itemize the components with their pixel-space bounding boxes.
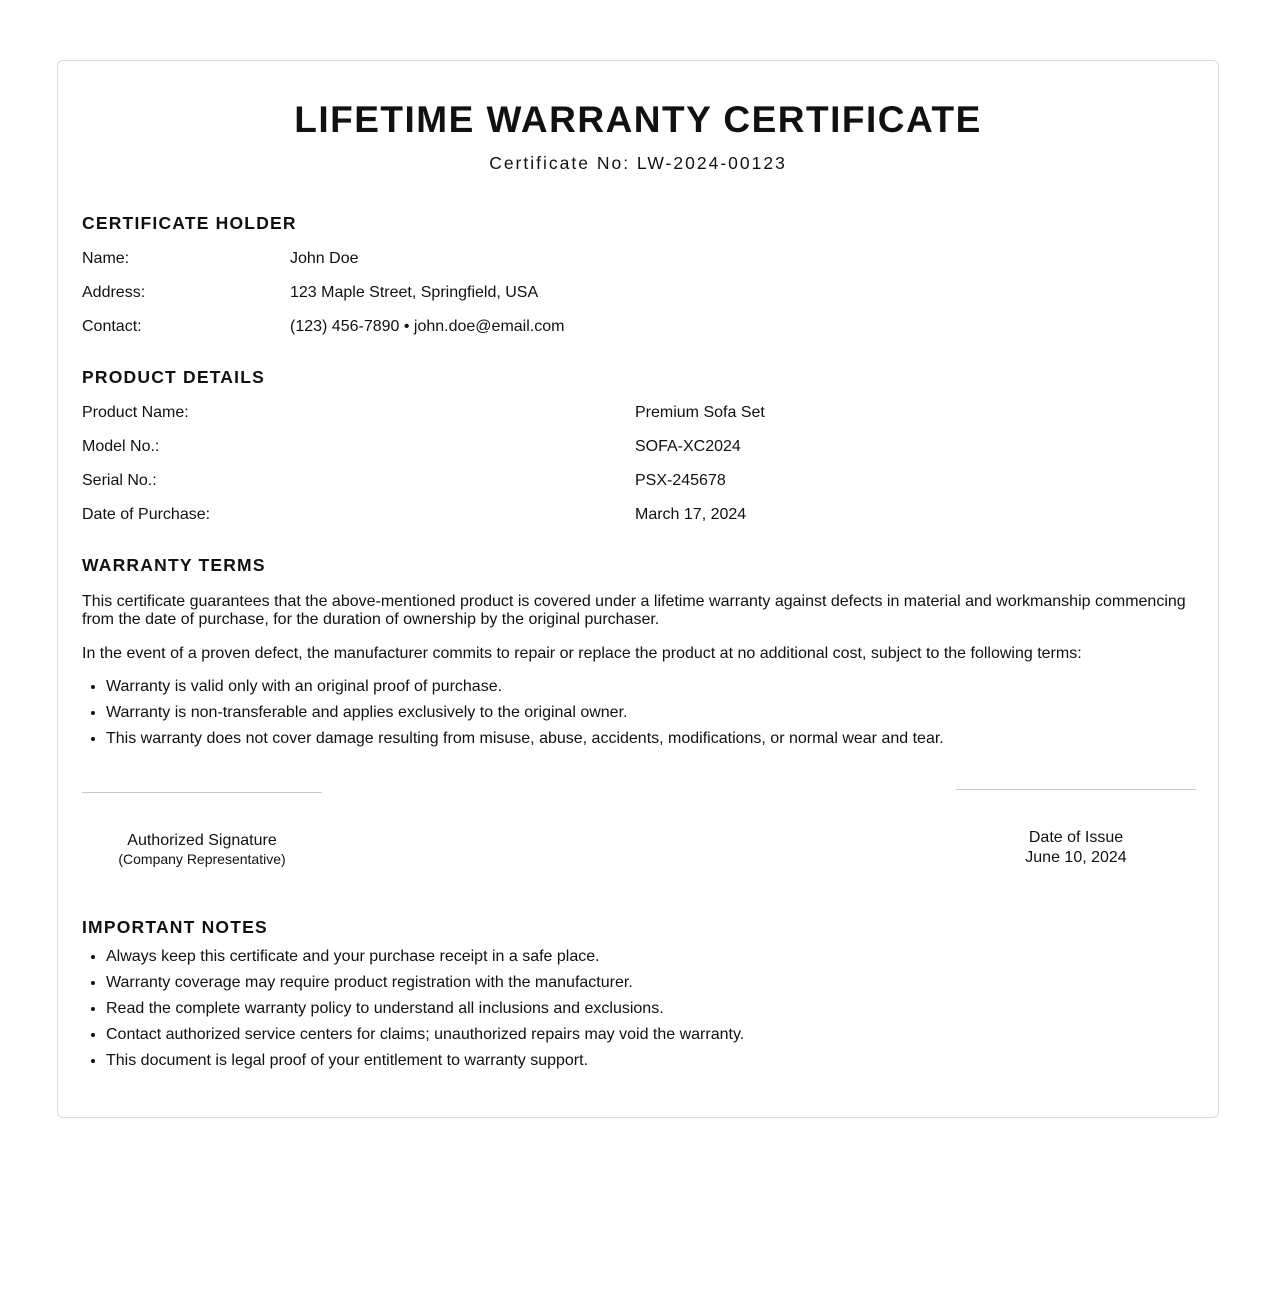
product-row-model xyxy=(82,438,1194,458)
terms-paragraph-defect: In the event of a proven defect, the manufacturer commits to repair or replace the product at no additional cost, subject to the following terms: xyxy=(82,645,1082,662)
holder-address-label: Address: xyxy=(82,284,146,301)
certificate-card xyxy=(57,60,1219,1118)
issue-date-label: Date of Issue xyxy=(1028,829,1124,846)
list-item: • This document is legal proof of your entitlement to warranty support. xyxy=(106,1051,1194,1077)
product-purchase-date-label: Date of Purchase: xyxy=(82,506,211,523)
holder-name-value: John Doe xyxy=(290,250,359,267)
holder-row-contact xyxy=(82,318,1194,338)
holder-address-value: 123 Maple Street, Springfield, USA xyxy=(290,284,539,301)
holder-contact-value: (123) 456-7890 • john.doe@email.com xyxy=(290,318,565,335)
list-item: • Always keep this certificate and your purchase receipt in a safe place. xyxy=(106,947,1194,973)
product-heading: PRODUCT DETAILS xyxy=(82,367,265,387)
certificate-number: Certificate No: LW-2024-00123 xyxy=(489,153,787,173)
product-serial-label: Serial No.: xyxy=(82,472,157,489)
signature-sublabel: (Company Representative) xyxy=(118,851,286,867)
product-name-label: Product Name: xyxy=(82,404,189,421)
product-model-label: Model No.: xyxy=(82,438,160,455)
holder-row-address xyxy=(82,284,1194,304)
list-item: • Warranty coverage may require product registration with the manufacturer. xyxy=(106,973,1194,999)
list-item: • Warranty is valid only with an original proof of purchase. xyxy=(106,677,1194,703)
product-row-name xyxy=(82,404,1194,424)
product-model-value: SOFA-XC2024 xyxy=(635,438,741,455)
product-row-purchase-date xyxy=(82,506,1194,526)
holder-contact-label: Contact: xyxy=(82,318,142,335)
signature-line xyxy=(82,792,322,793)
certificate-title: LIFETIME WARRANTY CERTIFICATE xyxy=(294,99,982,140)
issue-date-line xyxy=(956,789,1196,790)
terms-list xyxy=(82,677,1194,755)
product-row-serial xyxy=(82,472,1194,492)
terms-paragraph-coverage: This certificate guarantees that the above-mentioned product is covered under a lifetime warranty against defects in material and workmanship commencing from the date of purchase, for the duration of ownership by the original purchaser. xyxy=(82,593,1186,628)
notes-heading: IMPORTANT NOTES xyxy=(82,917,268,937)
issue-date-value: June 10, 2024 xyxy=(1025,849,1127,866)
list-item: • Contact authorized service centers for claims; unauthorized repairs may void the warranty. xyxy=(106,1025,1194,1051)
notes-list xyxy=(82,947,1194,1077)
holder-heading: CERTIFICATE HOLDER xyxy=(82,213,297,233)
signature-label: Authorized Signature xyxy=(127,832,277,849)
list-item: • Read the complete warranty policy to understand all inclusions and exclusions. xyxy=(106,999,1194,1025)
list-item: • Warranty is non-transferable and applies exclusively to the original owner. xyxy=(106,703,1194,729)
product-serial-value: PSX-245678 xyxy=(635,472,726,489)
holder-name-label: Name: xyxy=(82,250,130,267)
product-purchase-date-value: March 17, 2024 xyxy=(635,506,747,523)
terms-heading: WARRANTY TERMS xyxy=(82,555,266,575)
list-item: • This warranty does not cover damage resulting from misuse, abuse, accidents, modifications, or normal wear and tear. xyxy=(106,729,1194,755)
holder-row-name xyxy=(82,250,1194,270)
product-name-value: Premium Sofa Set xyxy=(635,404,765,421)
